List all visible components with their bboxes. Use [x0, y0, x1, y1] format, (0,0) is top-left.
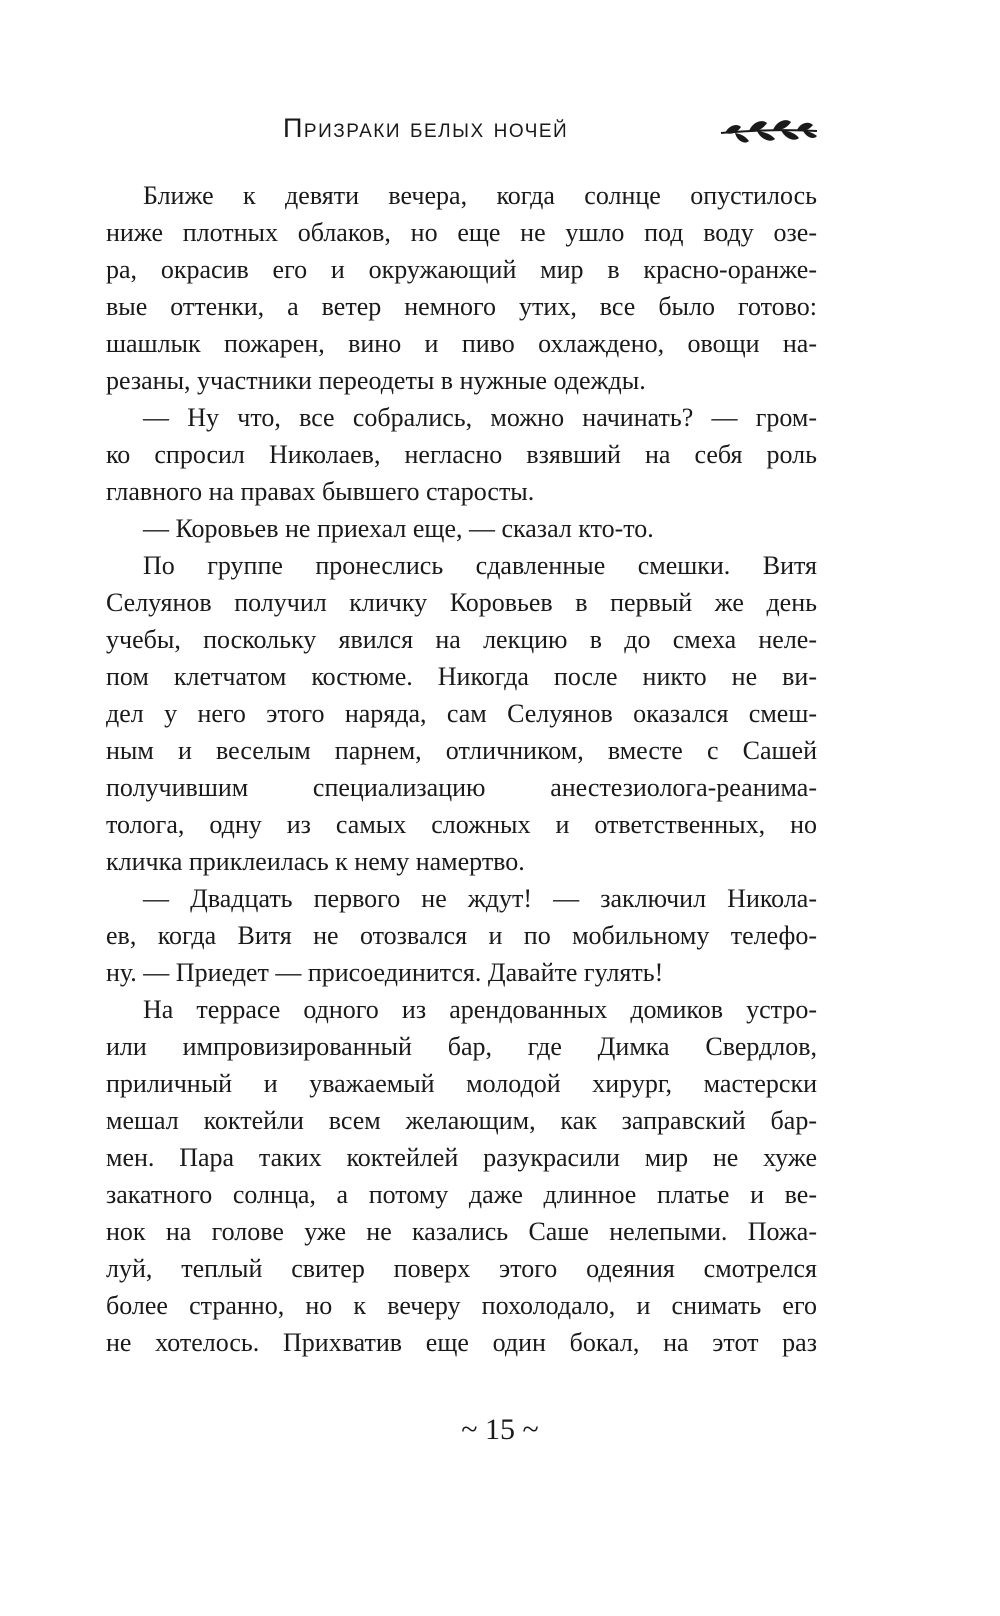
- text-line: приличный и уважаемый молодой хирург, мастерски: [106, 1069, 817, 1098]
- text-line: вые оттенки, а ветер немного утих, все было готово:: [106, 292, 817, 321]
- leaf-branch-ornament-icon: [717, 111, 821, 151]
- text-line: ниже плотных облаков, но еще не ушло под воду озе-: [106, 218, 817, 247]
- text-line: резаны, участники переодеты в нужные одежды.: [106, 366, 646, 395]
- text-line: — Коровьев не приехал еще, — сказал кто-то.: [143, 514, 654, 543]
- body-text: [106, 177, 817, 1361]
- text-line: Селуянов получил кличку Коровьев в первый же день: [106, 588, 817, 617]
- page-number: ~ 15 ~: [461, 1413, 539, 1446]
- text-line: Ближе к девяти вечера, когда солнце опустилось: [143, 181, 817, 210]
- text-line: не хотелось. Прихватив еще один бокал, на этот раз: [106, 1328, 817, 1357]
- text-line: нок на голове уже не казались Саше нелепыми. Пожа-: [106, 1217, 817, 1246]
- text-line: пом клетчатом костюме. Никогда после никто не ви-: [106, 662, 817, 691]
- text-line: главного на правах бывшего старосты.: [106, 477, 535, 506]
- text-line: закатного солнца, а потому даже длинное платье и ве-: [106, 1180, 817, 1209]
- text-line: По группе пронеслись сдавленные смешки. Витя: [143, 551, 817, 580]
- text-line: ну. — Приедет — присоединится. Давайте гулять!: [106, 958, 664, 987]
- text-line: ев, когда Витя не отозвался и по мобильному телефо-: [106, 921, 817, 950]
- text-line: дел у него этого наряда, сам Селуянов оказался смеш-: [106, 699, 817, 728]
- text-line: или импровизированный бар, где Димка Свердлов,: [106, 1032, 817, 1061]
- text-line: луй, теплый свитер поверх этого одеяния смотрелся: [106, 1254, 817, 1283]
- text-line: ко спросил Николаев, негласно взявший на себя роль: [106, 440, 817, 469]
- text-line: более странно, но к вечеру похолодало, и снимать его: [106, 1291, 817, 1320]
- text-line: кличка приклеилась к нему намертво.: [106, 847, 525, 876]
- text-line: шашлык пожарен, вино и пиво охлаждено, овощи на-: [106, 329, 817, 358]
- text-line: На террасе одного из арендованных домиков устро-: [143, 995, 817, 1024]
- text-line: учебы, поскольку явился на лекцию в до смеха неле-: [106, 625, 817, 654]
- text-line: — Ну что, все собрались, можно начинать? — гром-: [143, 403, 817, 432]
- text-line: получившим специализацию анестезиолога-реанима-: [106, 773, 817, 802]
- text-line: мешал коктейли всем желающим, как заправский бар-: [106, 1106, 817, 1135]
- text-line: ра, окрасив его и окружающий мир в красно-оранже-: [106, 255, 817, 284]
- text-line: мен. Пара таких коктейлей разукрасили мир не хуже: [106, 1143, 817, 1172]
- running-title: Призраки белых ночей: [283, 113, 569, 143]
- text-line: ным и веселым парнем, отличником, вместе с Сашей: [106, 736, 817, 765]
- running-header: [0, 103, 1000, 163]
- text-line: — Двадцать первого не ждут! — заключил Николa-: [143, 884, 817, 913]
- text-line: толога, одну из самых сложных и ответственных, но: [106, 810, 817, 839]
